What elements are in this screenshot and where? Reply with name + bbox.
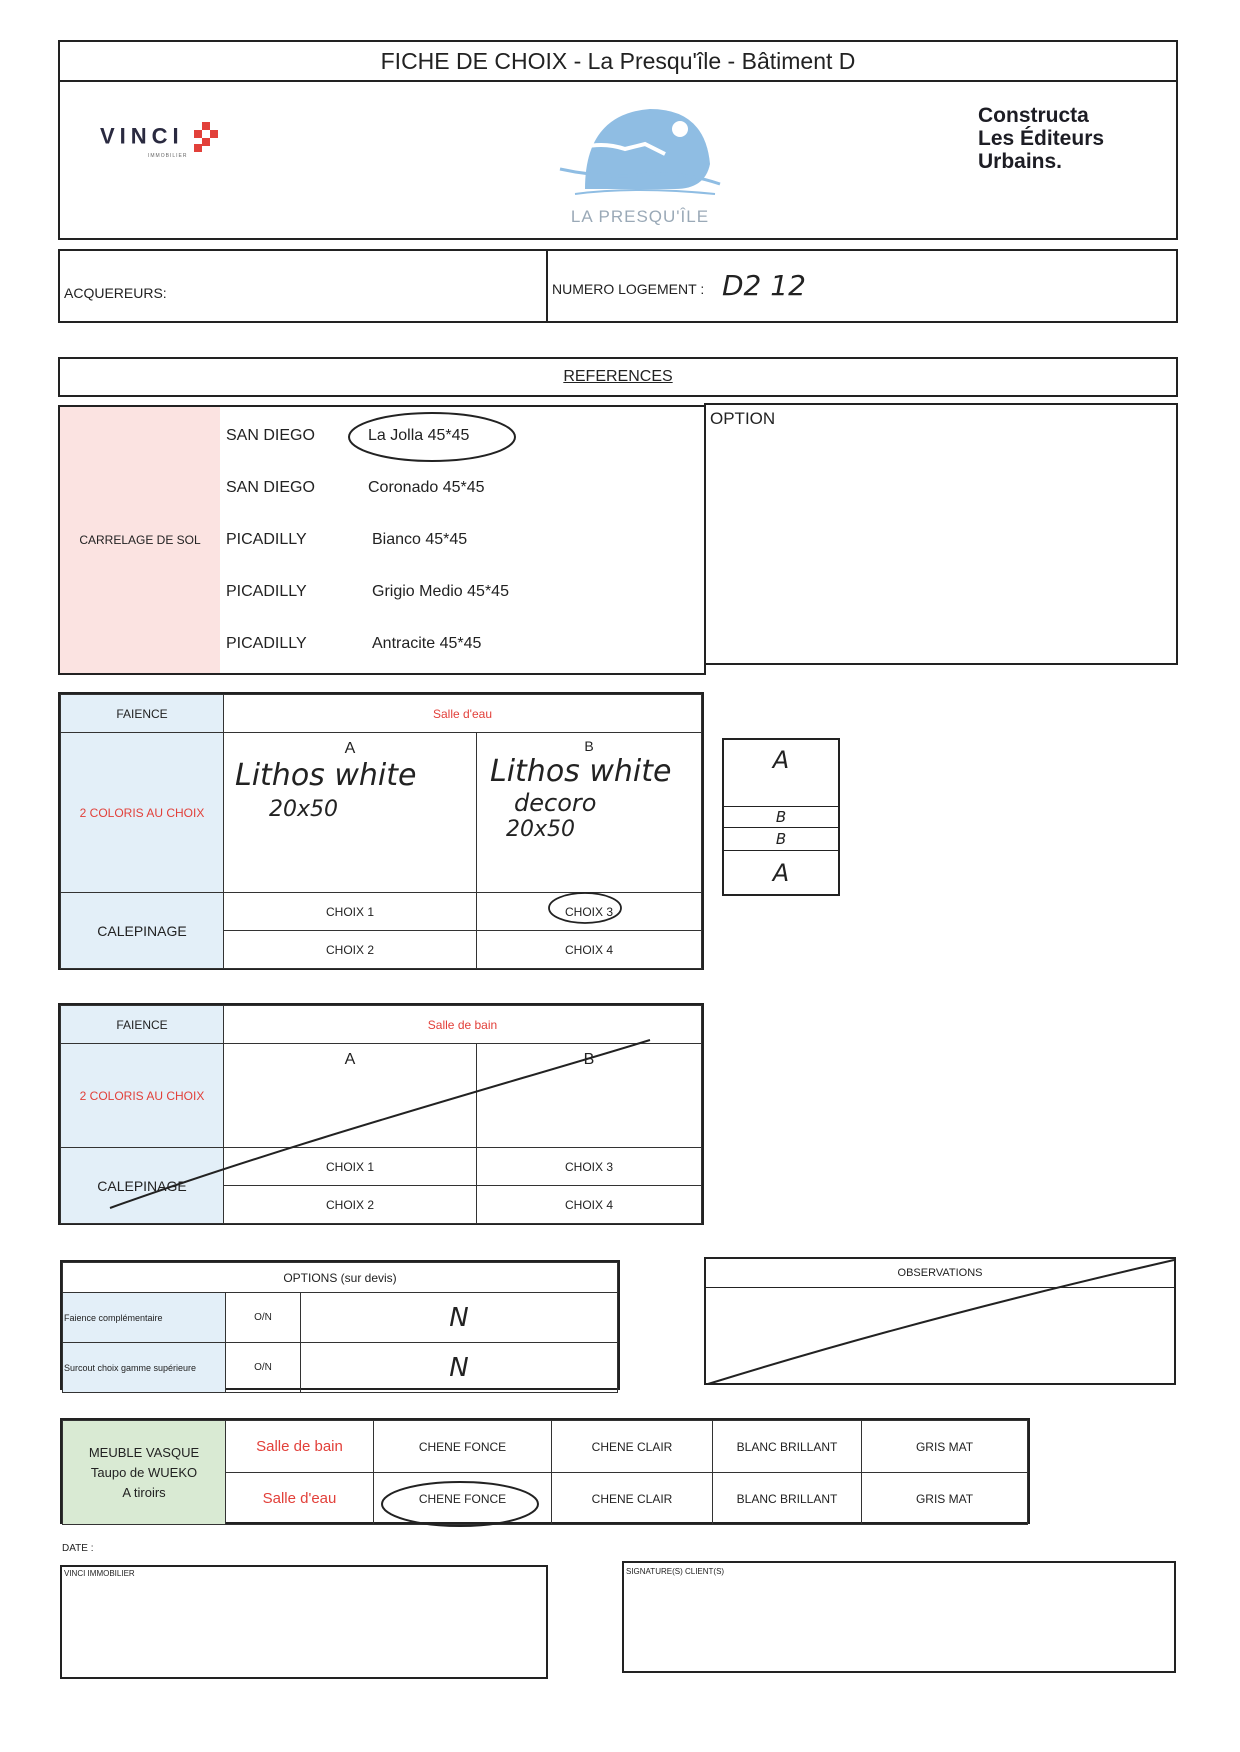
choix-2: CHOIX 2 [325,942,374,957]
vinci-signature-box [60,1565,548,1679]
meuble-option: BLANC BRILLANT [736,1439,838,1454]
faience-eau-cell-b [477,733,702,893]
faience-eau-room: Salle d'eau [432,706,492,721]
references-row [226,479,315,497]
acquereurs-label: ACQUEREURS: [64,285,167,301]
meuble-option: GRIS MAT [915,1491,974,1506]
faience-eau-cell-a [224,733,477,893]
references-category: CARRELAGE DE SOL [79,533,201,547]
meuble-label-3: A tiroirs [122,1484,166,1500]
meuble-table [60,1418,1030,1524]
option-row-label: Surcout choix gamme supérieure [64,1362,197,1373]
sketch-band-a-bottom: A [772,859,790,887]
choix-2: CHOIX 2 [325,1197,374,1212]
meuble-option: BLANC BRILLANT [736,1491,838,1506]
reference-product-selected: La Jolla 45*45 [368,427,470,444]
presquile-logo [550,94,730,227]
col-a-label: A [344,1051,356,1068]
meuble-label-1: MEUBLE VASQUE [88,1444,200,1460]
col-a-label: A [344,740,356,757]
faience-label: FAIENCE [116,1017,168,1032]
references-category-cell [60,407,220,673]
reference-brand: PICADILLY [226,531,307,548]
reference-brand: SAN DIEGO [226,427,315,444]
meuble-option: CHENE CLAIR [591,1439,673,1454]
choix-4: CHOIX 4 [564,942,613,957]
client-signature-label: SIGNATURE(S) CLIENT(S) [626,1567,725,1576]
sketch-band-b-2: B [724,828,838,851]
meuble-room-eau: Salle d'eau [262,1490,337,1507]
faience-bain-room: Salle de bain [427,1017,498,1032]
reference-product: Antracite 45*45 [372,635,482,652]
sketch-band-b-1: B [724,807,838,828]
constructa-logo [978,104,1104,173]
references-row [226,583,307,601]
hand-a-line-1: Lithos white [235,758,417,793]
choix-3-selected: CHOIX 3 [564,904,613,919]
col-b-label: B [583,1051,595,1068]
reference-brand: PICADILLY [226,583,307,600]
col-b-label: B [584,738,594,754]
reference-product: Coronado 45*45 [368,479,485,496]
presquile-logo-text: LA PRESQU'ÎLE [570,207,710,226]
references-row [226,427,315,445]
vinci-signature-label: VINCI IMMOBILIER [64,1569,135,1578]
hand-b-line-1: Lithos white [490,754,672,789]
observations-title-bar [706,1259,1174,1288]
references-row-product [372,635,481,653]
choix-4: CHOIX 4 [564,1197,613,1212]
calepinage-label: CALEPINAGE [97,922,187,939]
hand-b-line-3: 20x50 [506,817,576,842]
calepinage-sketch [722,738,840,896]
acquereurs-cell [60,251,548,321]
option-box [704,403,1178,665]
meuble-room-bain: Salle de bain [256,1438,343,1455]
option-value: N [449,1302,469,1333]
meuble-option: CHENE CLAIR [591,1491,673,1506]
references-row-product [372,531,467,549]
references-title-bar [58,357,1178,397]
faience-eau-table [58,692,704,970]
reference-product: Bianco 45*45 [372,531,468,548]
references-title: REFERENCES [563,368,673,385]
constructa-line-2: Les Éditeurs [978,127,1105,150]
meuble-option-selected: CHENE FONCE [418,1491,507,1506]
references-row-product [372,583,509,601]
option-on-label: O/N [254,1362,272,1373]
choix-1: CHOIX 1 [325,904,374,919]
header-box [58,40,1178,240]
option-value: N [449,1352,469,1383]
numero-cell [548,251,1178,321]
meuble-option: GRIS MAT [915,1439,974,1454]
colors-label: 2 COLORIS AU CHOIX [79,1088,205,1103]
meuble-label-2: Taupo de WUEKO [90,1464,198,1480]
reference-brand: SAN DIEGO [226,479,315,496]
observations-box [704,1257,1176,1385]
client-signature-box [622,1561,1176,1673]
hand-a-line-2: 20x50 [269,797,339,822]
vinci-logo-mark [192,122,218,157]
sketch-band-a-top: A [724,740,838,807]
presquile-logo-graphic [555,94,725,204]
option-on-label: O/N [254,1312,272,1323]
calepinage-label: CALEPINAGE [97,1177,187,1194]
references-row-product [368,427,469,445]
info-row [58,249,1178,323]
choix-3: CHOIX 3 [564,1159,613,1174]
faience-bain-table [58,1003,704,1225]
date-label: DATE : [62,1543,94,1554]
choix-1: CHOIX 1 [325,1159,374,1174]
constructa-line-1: Constructa [978,104,1089,127]
reference-product: Grigio Medio 45*45 [372,583,509,600]
vinci-logo-text: VINCI [100,123,184,149]
vinci-logo [100,122,218,159]
option-row-label: Faience complémentaire [64,1312,163,1323]
option-label: OPTION [710,409,776,428]
references-row [226,531,307,549]
references-box [58,405,706,675]
numero-label: NUMERO LOGEMENT : [552,281,705,297]
meuble-option: CHENE FONCE [418,1439,507,1454]
numero-value: D2 12 [722,269,806,302]
options-table [60,1260,620,1390]
hand-b-line-2: decoro [514,789,597,817]
references-row [226,635,307,653]
header-title-bar [60,42,1176,82]
options-title: OPTIONS (sur devis) [283,1270,397,1285]
reference-brand: PICADILLY [226,635,307,652]
vinci-logo-sub: IMMOBILIER [148,153,188,159]
faience-label: FAIENCE [116,706,168,721]
references-row-product [368,479,485,497]
constructa-line-3: Urbains. [978,150,1063,173]
observations-title: OBSERVATIONS [897,1267,983,1279]
page-title: FICHE DE CHOIX - La Presqu'île - Bâtiment D [380,48,856,74]
colors-label: 2 COLORIS AU CHOIX [79,805,205,820]
